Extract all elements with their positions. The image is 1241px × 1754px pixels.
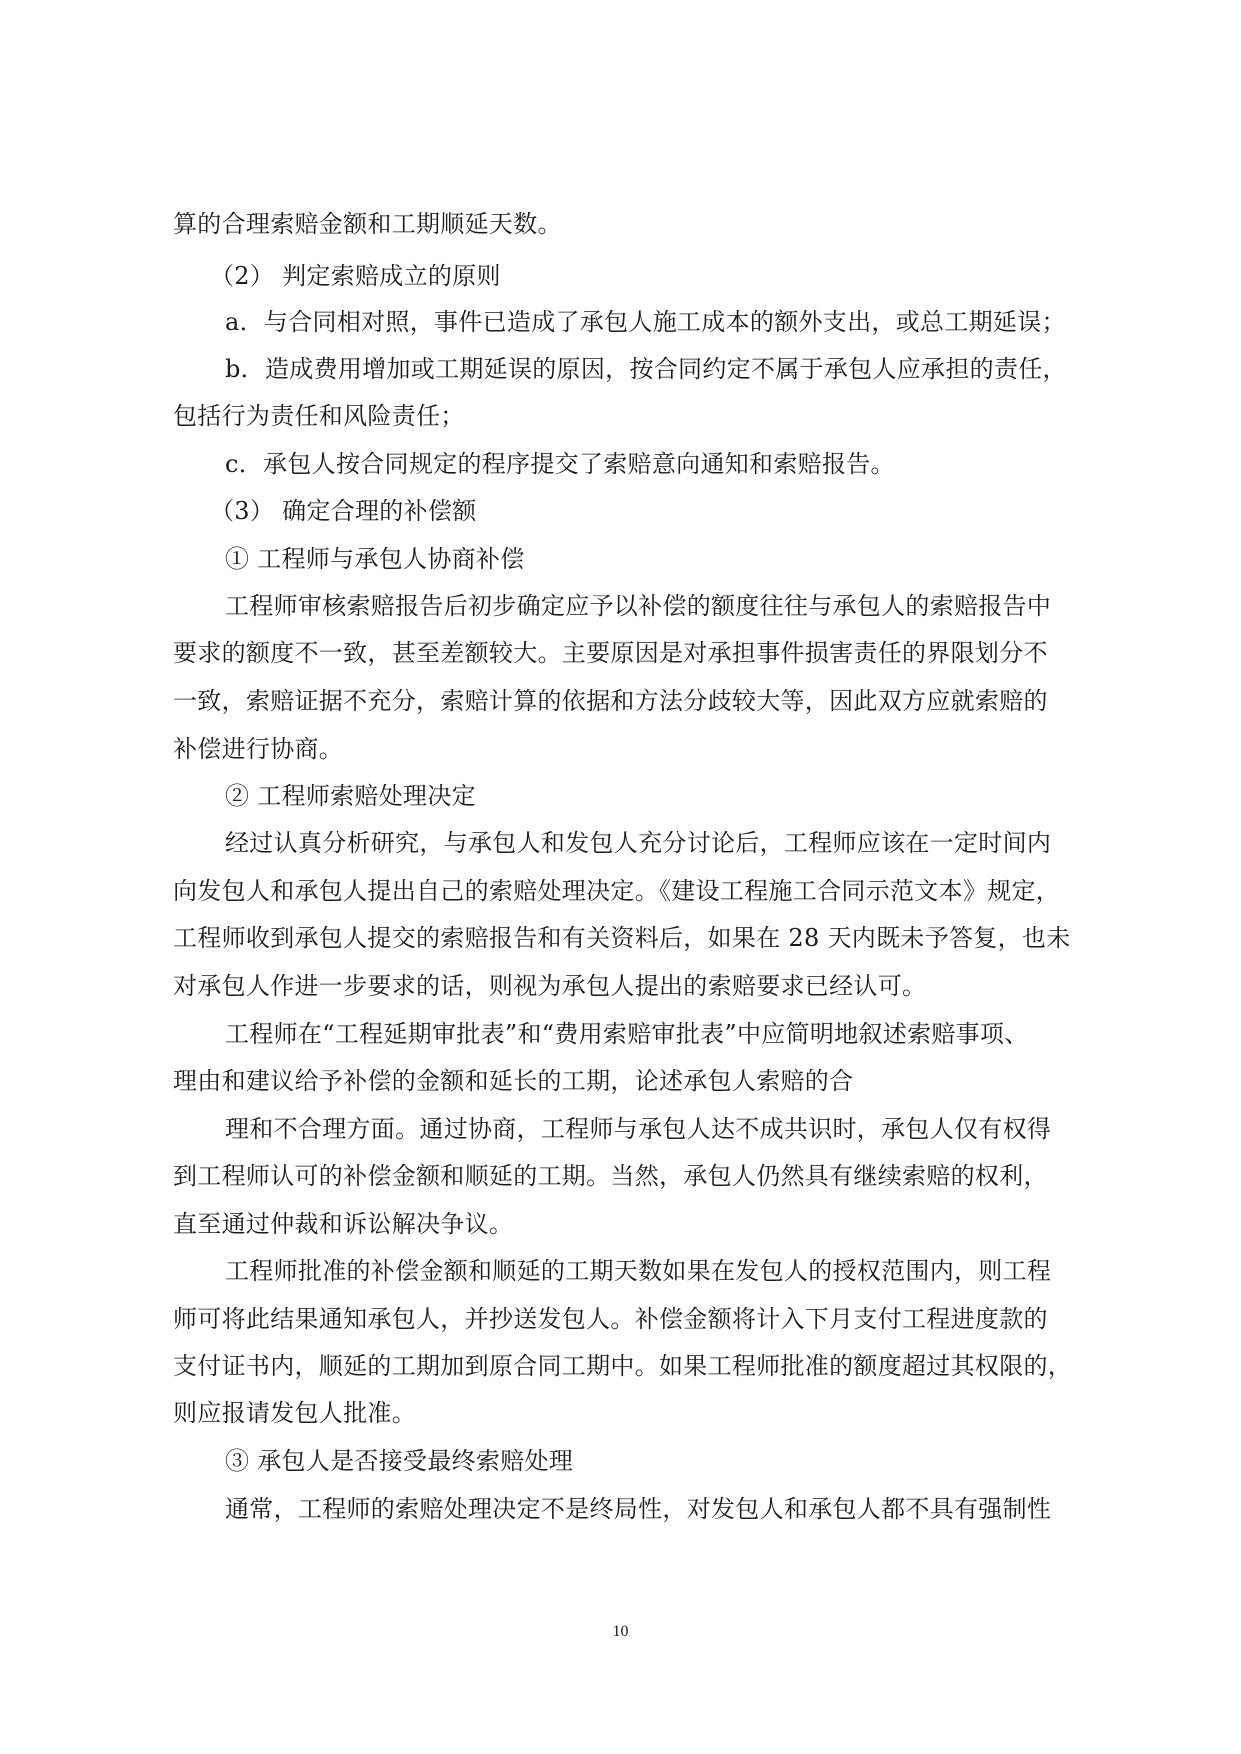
subsection-heading: ② 工程师索赔处理决定 <box>225 782 476 810</box>
list-item: b．造成费用增加或工期延误的原因，按合同约定不属于承包人应承担的责任， <box>225 355 1067 383</box>
text-line: 向发包人和承包人提出自己的索赔处理决定。《建设工程施工合同示范文本》规定， <box>173 877 1061 905</box>
subsection-heading: ① 工程师与承包人协商补偿 <box>225 545 525 573</box>
text-line: 则应报请发包人批准。 <box>173 1399 416 1427</box>
list-item: a．与合同相对照，事件已造成了承包人施工成本的额外支出，或总工期延误； <box>225 308 1066 336</box>
text-line: 通常，工程师的索赔处理决定不是终局性，对发包人和承包人都不具有强制性 <box>225 1495 1052 1523</box>
text-line: 支付证书内，顺延的工期加到原合同工期中。如果工程师批准的额度超过其权限的， <box>173 1352 1073 1380</box>
text-line: 要求的额度不一致，甚至差额较大。主要原因是对承担事件损害责任的界限划分不 <box>173 639 1048 667</box>
list-item: c．承包人按合同规定的程序提交了索赔意向通知和索赔报告。 <box>225 450 895 478</box>
section-heading: （3） 确定合理的补偿额 <box>210 497 477 525</box>
text-line: 一致，索赔证据不充分，索赔计算的依据和方法分歧较大等，因此双方应就索赔的 <box>173 687 1048 715</box>
text-line: 到工程师认可的补偿金额和顺延的工期。当然，承包人仍然具有继续索赔的权利， <box>173 1162 1048 1190</box>
text-line: 工程师在“工程延期审批表”和“费用索赔审批表”中应简明地叙述索赔事项、 <box>225 1020 1029 1048</box>
text-line: 理和不合理方面。通过协商，工程师与承包人达不成共识时，承包人仅有权得 <box>225 1115 1052 1143</box>
text-line: 理由和建议给予补偿的金额和延长的工期，论述承包人索赔的合 <box>173 1067 854 1095</box>
page-number: 10 <box>612 1623 629 1640</box>
text-line: 补偿进行协商。 <box>173 735 344 763</box>
text-line: 对承包人作进一步要求的话，则视为承包人提出的索赔要求已经认可。 <box>173 972 927 1000</box>
text-line: 师可将此结果通知承包人，并抄送发包人。补偿金额将计入下月支付工程进度款的 <box>173 1305 1048 1333</box>
text-line: 经过认真分析研究，与承包人和发包人充分讨论后，工程师应该在一定时间内 <box>225 829 1052 857</box>
section-heading: （2） 判定索赔成立的原则 <box>210 262 501 290</box>
subsection-heading: ③ 承包人是否接受最终索赔处理 <box>225 1447 574 1475</box>
text-line: 工程师审核索赔报告后初步确定应予以补偿的额度往往与承包人的索赔报告中 <box>225 592 1052 620</box>
text-line: 工程师批准的补偿金额和顺延的工期天数如果在发包人的授权范围内，则工程 <box>225 1257 1052 1285</box>
text-line: 包括行为责任和风险责任； <box>173 402 465 430</box>
text-line: 工程师收到承包人提交的索赔报告和有关资料后，如果在 28 天内既未予答复，也未 <box>173 924 1071 952</box>
text-line: 算的合理索赔金额和工期顺延天数。 <box>173 210 562 238</box>
text-line: 直至通过仲裁和诉讼解决争议。 <box>173 1210 514 1238</box>
